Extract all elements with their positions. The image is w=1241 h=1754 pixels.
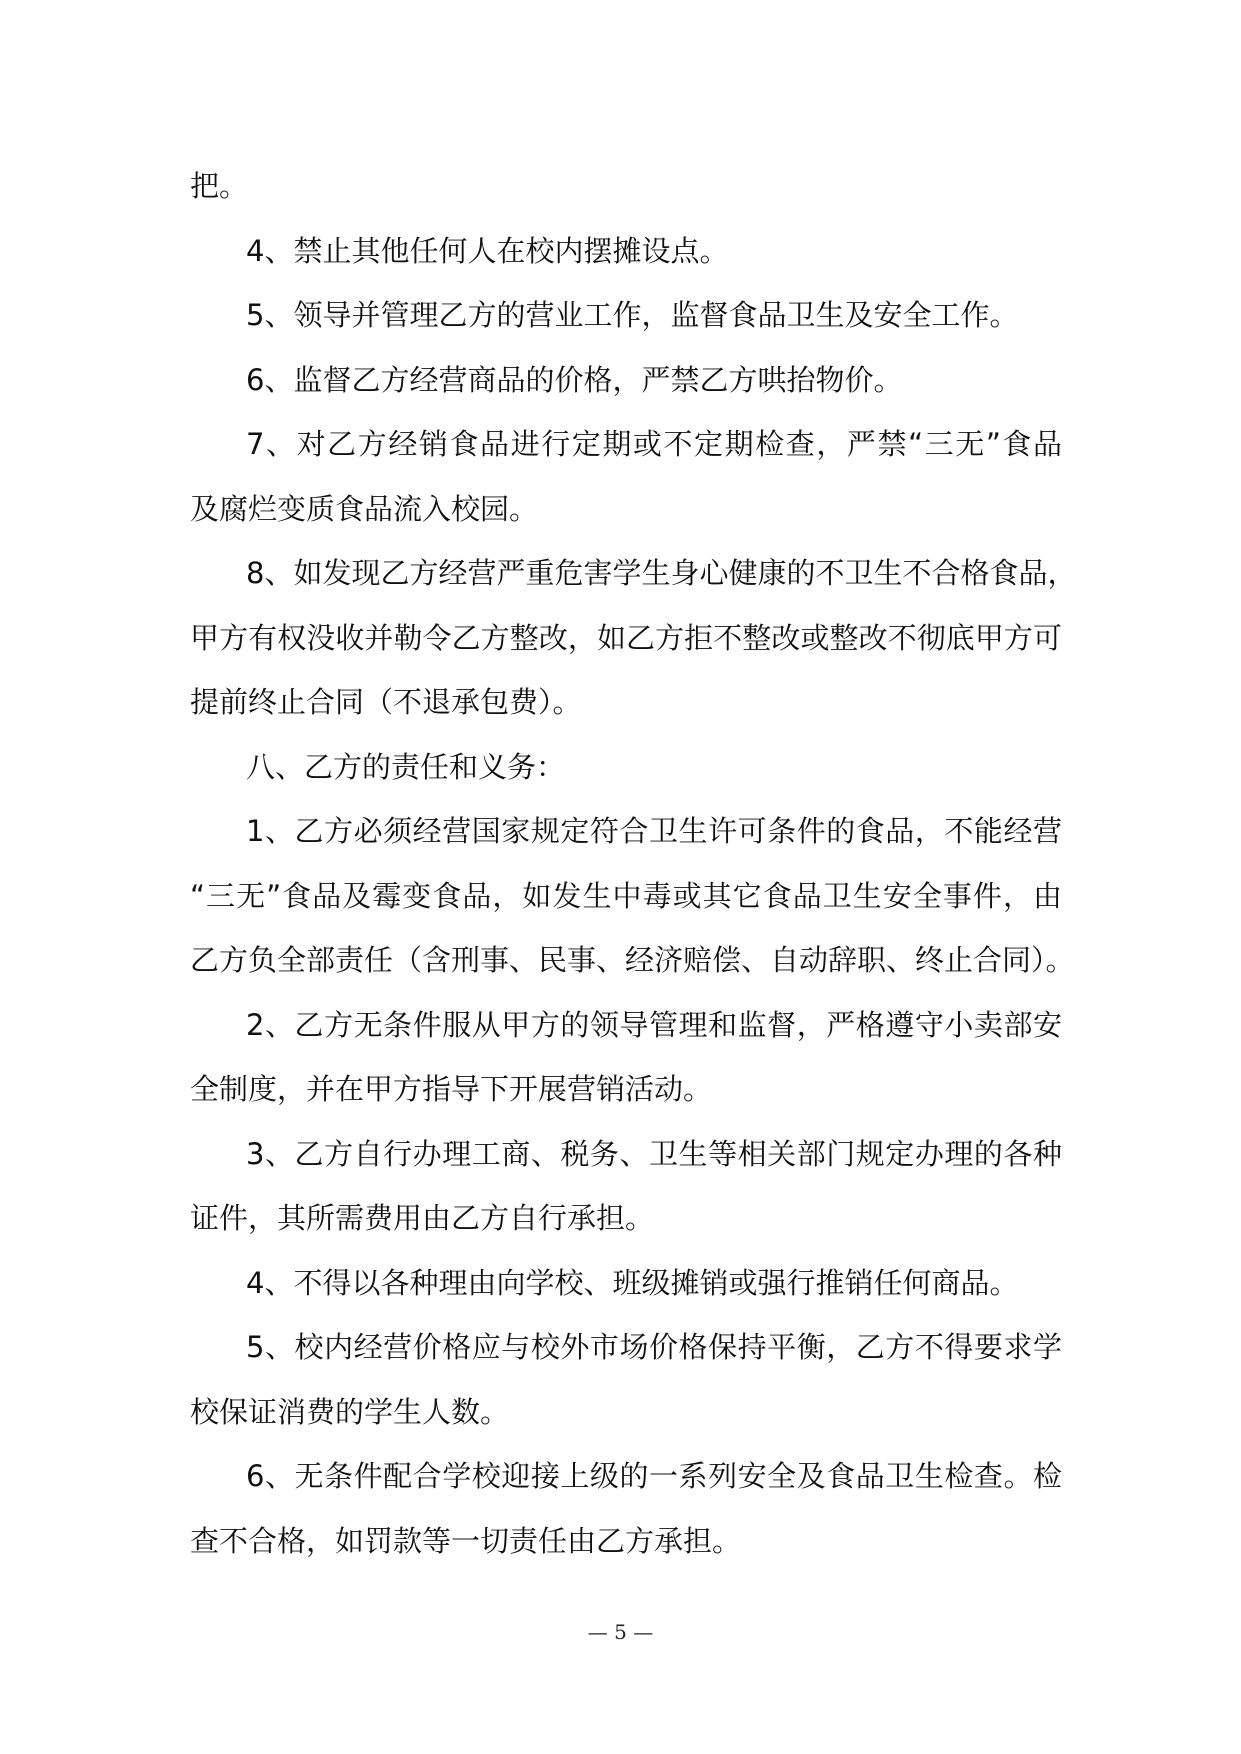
text-line: 及腐烂变质食品流入校园。 xyxy=(190,491,539,526)
text-line: 4、禁止其他任何人在校内摆摊设点。 xyxy=(246,233,729,268)
text-line: 3、乙方自行办理工商、税务、卫生等相关部门规定办理的各种 xyxy=(246,1136,1062,1171)
document-body xyxy=(190,154,1077,1573)
text-line: 6、无条件配合学校迎接上级的一系列安全及食品卫生检查。检 xyxy=(246,1459,1062,1493)
text-line: 7、对乙方经销食品进行定期或不定期检查，严禁“三无”食品 xyxy=(246,427,1062,461)
text-line: 提前终止合同（不退承包费）。 xyxy=(190,685,582,719)
text-line: 乙方负全部责任（含刑事、民事、经济赔偿、自动辞职、终止合同）。 xyxy=(190,943,1075,977)
text-line: “三无”食品及霉变食品，如发生中毒或其它食品卫生安全事件，由 xyxy=(190,878,1062,913)
text-line: 证件，其所需费用由乙方自行承担。 xyxy=(190,1201,655,1235)
text-line: 把。 xyxy=(190,169,249,203)
text-line: 查不合格，如罚款等一切责任由乙方承担。 xyxy=(190,1523,742,1558)
page-number: — 5 — xyxy=(587,1620,654,1644)
text-line: 4、不得以各种理由向学校、班级摊销或强行推销任何商品。 xyxy=(246,1265,1019,1300)
text-line: 甲方有权没收并勒令乙方整改，如乙方拒不整改或整改不彻底甲方可 xyxy=(190,620,1062,655)
section-heading: 八、乙方的责任和义务： xyxy=(246,749,566,784)
text-line: 8、如发现乙方经营严重危害学生身心健康的不卫生不合格食品， xyxy=(246,556,1077,590)
text-line: 6、监督乙方经营商品的价格，严禁乙方哄抬物价。 xyxy=(246,362,903,397)
text-line: 校保证消费的学生人数。 xyxy=(190,1394,510,1429)
text-line: 1、乙方必须经营国家规定符合卫生许可条件的食品，不能经营 xyxy=(246,814,1062,848)
text-line: 5、校内经营价格应与校外市场价格保持平衡，乙方不得要求学 xyxy=(246,1330,1062,1364)
text-line: 5、领导并管理乙方的营业工作，监督食品卫生及安全工作。 xyxy=(246,298,1019,332)
text-line: 2、乙方无条件服从甲方的领导管理和监督，严格遵守小卖部安 xyxy=(246,1007,1062,1042)
text-line: 全制度，并在甲方指导下开展营销活动。 xyxy=(190,1072,713,1106)
